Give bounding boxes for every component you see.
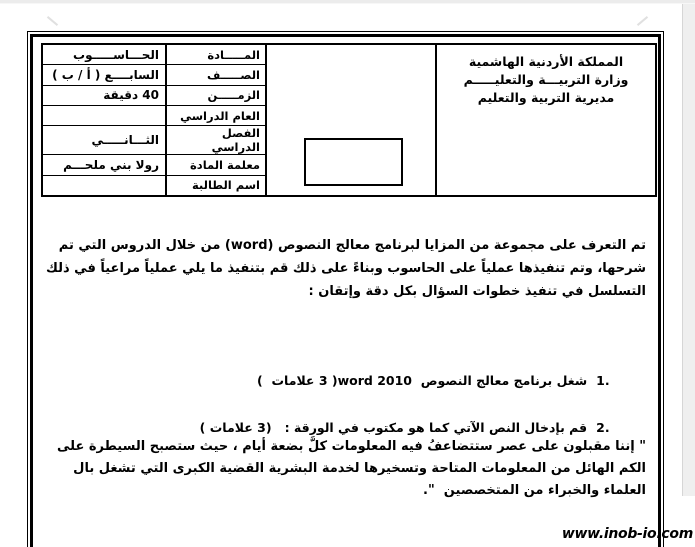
logo-placeholder-box [304,138,403,186]
table-row-student-name [43,176,265,195]
viewer-edge-strip [0,0,695,4]
paper-right-edge [682,4,695,496]
ministry-line-kingdom: المملكة الأردنية الهاشمية [468,54,624,69]
table-row-teacher [43,155,265,175]
info-rows [43,45,265,195]
logo-area [265,45,435,195]
watermark-url: www.inob-io.com [561,526,693,542]
info-value: الثـــانـــــي [91,133,159,148]
table-row-school-year [43,106,265,126]
info-label: المـــــادة [165,45,265,64]
info-value: الحـــاســـــوب [73,47,159,62]
dictation-quote-paragraph: " إننا مقبلون على عصر ستتضاعفُ فيه المعلومات كلَّ بضعة أيام ، حيث ستصبح السيطرة على الكم الهائل من المعلومات المتاحة وتسخيرها لخدمة البشرية القضية الكبرى التي تشغل بال العلماء والخبراء من المتخصصين ". [52,439,646,498]
question-1-number: 1. [596,373,610,388]
exam-header-table [41,43,657,197]
question-1-text: شغل برنامج معالج النصوص word 2010( 3 علامات ) [257,373,588,388]
question-2-text: قم بإدخال النص الآتي كما هو مكتوب في الورقة : (3 علامات ) [199,420,588,435]
info-label: العام الدراسي [165,106,265,125]
ministry-header [435,45,655,195]
scan-corner-mark [47,16,58,26]
info-label: الفصل الدراسي [165,126,265,154]
info-label: اسم الطالبة [165,176,265,195]
ministry-line-ministry: وزارة التربيـــة والتعليـــــم [463,72,629,87]
info-value: رولا بني ملحـــم [63,157,159,172]
info-value [43,176,165,195]
table-row-semester [43,126,265,155]
info-label: الزمـــــن [165,86,265,105]
intro-paragraph: تم التعرف على مجموعة من المزايا لبرنامج معالج النصوص (word) من خلال الدروس التي تم شرحها، وتم تنفيذها عملياً على الحاسوب وبناءً على ذلك قم بتنفيذ ما يلي عملياً مراعياً في ذلك التسلسل في تنفيذ خطوات السؤال بكل دقة وإتقان : [41,238,646,299]
table-row-subject [43,45,265,65]
question-2-number: 2. [596,420,610,435]
info-value: 40 دقيقة [103,88,159,103]
scan-corner-mark [637,16,648,26]
ministry-line-directorate: مديرية التربية والتعليم [477,90,615,105]
info-label: معلمة المادة [165,155,265,174]
table-row-grade [43,65,265,85]
table-row-time [43,86,265,106]
info-value: السابــــع ( أ / ب ) [52,67,159,82]
info-value [43,106,165,125]
info-label: الصـــــف [165,65,265,84]
